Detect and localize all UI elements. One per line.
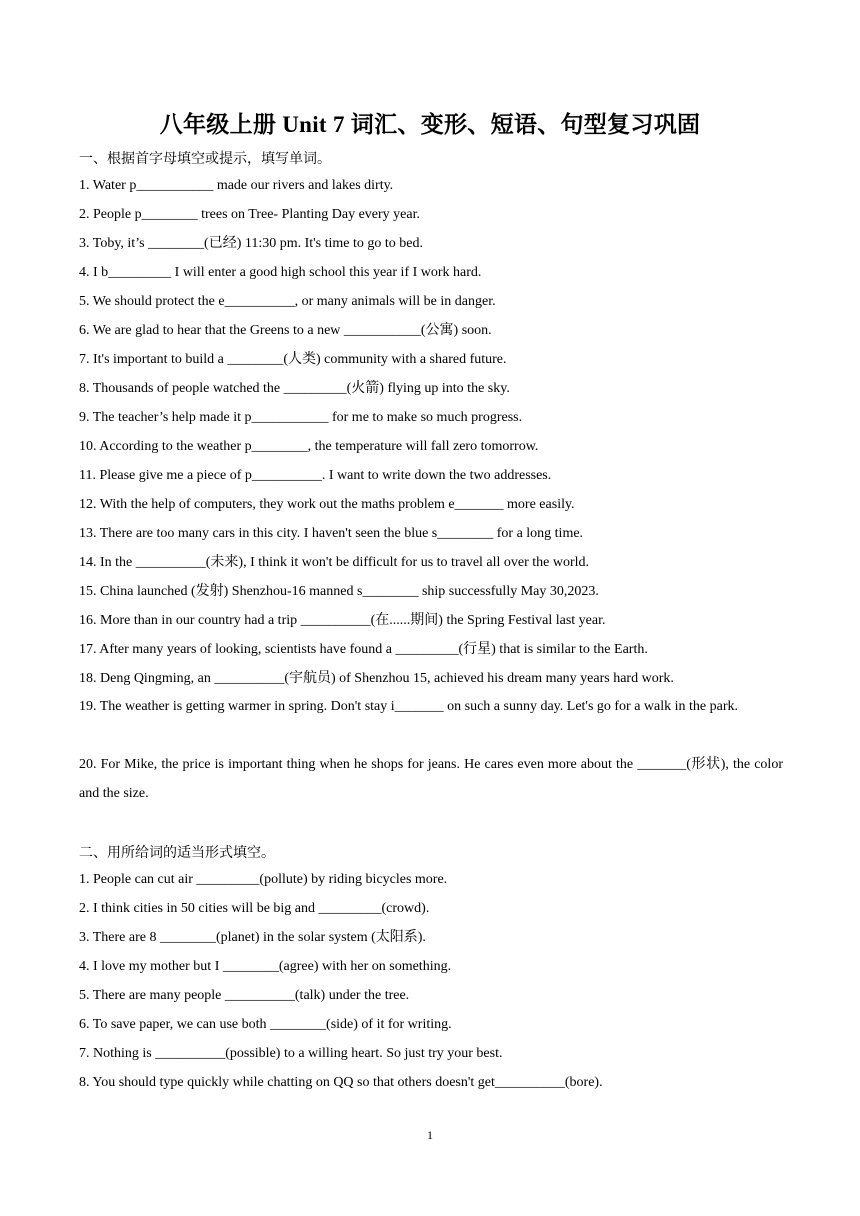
question-1-16: 16. More than in our country had a trip __________(在......期间) the Spring Festival last year. [79, 613, 606, 628]
question-1-9: 9. The teacher’s help made it p___________ for me to make so much progress. [79, 410, 523, 425]
section-2-heading: 二、用所给词的适当形式填空。 [79, 846, 275, 861]
question-2-3: 3. There are 8 ________(planet) in the solar system (太阳系). [79, 930, 426, 945]
question-2-5: 5. There are many people __________(talk) under the tree. [79, 988, 410, 1003]
question-2-8: 8. You should type quickly while chatting on QQ so that others doesn't get__________(bore). [79, 1075, 603, 1090]
question-1-6: 6. We are glad to hear that the Greens to a new ___________(公寓) soon. [79, 323, 492, 338]
question-1-14: 14. In the __________(未来), I think it won't be difficult for us to travel all over the world. [79, 555, 590, 570]
question-1-7: 7. It's important to build a ________(人类) community with a shared future. [79, 352, 507, 367]
question-2-1: 1. People can cut air _________(pollute) by riding bicycles more. [79, 872, 448, 887]
question-1-15: 15. China launched (发射) Shenzhou-16 manned s________ ship successfully May 30,2023. [79, 584, 599, 599]
question-1-13: 13. There are too many cars in this city. I haven't seen the blue s________ for a long time. [79, 526, 584, 541]
question-2-2: 2. I think cities in 50 cities will be big and _________(crowd). [79, 901, 430, 916]
question-1-17: 17. After many years of looking, scientists have found a _________(行星) that is similar to the Earth. [79, 642, 648, 657]
question-1-2: 2. People p________ trees on Tree- Planting Day every year. [79, 207, 420, 222]
question-1-18: 18. Deng Qingming, an __________(宇航员) of Shenzhou 15, achieved his dream many years hard work. [79, 671, 674, 686]
question-1-3: 3. Toby, it’s ________(已经) 11:30 pm. It's time to go to bed. [79, 236, 424, 251]
question-1-12: 12. With the help of computers, they work out the maths problem e_______ more easily. [79, 497, 575, 512]
document-title: 八年级上册 Unit 7 词汇、变形、短语、句型复习巩固 [159, 112, 701, 137]
question-1-20: 20. For Mike, the price is important thing when he shops for jeans. He cares even more about the _______(形状), the color and the size. [79, 757, 783, 801]
question-2-4: 4. I love my mother but I ________(agree) with her on something. [79, 959, 452, 974]
question-2-7: 7. Nothing is __________(possible) to a willing heart. So just try your best. [79, 1046, 503, 1061]
question-1-8: 8. Thousands of people watched the _________(火箭) flying up into the sky. [79, 381, 510, 396]
question-1-19: 19. The weather is getting warmer in spring. Don't stay i_______ on such a sunny day. Let's go for a walk in the park. [79, 699, 739, 714]
question-1-4: 4. I b_________ I will enter a good high school this year if I work hard. [79, 265, 482, 280]
question-1-5: 5. We should protect the e__________, or many animals will be in danger. [79, 294, 496, 309]
question-2-6: 6. To save paper, we can use both ________(side) of it for writing. [79, 1017, 452, 1032]
section-1-heading: 一、根据首字母填空或提示，填写单词。 [79, 152, 331, 167]
question-1-10: 10. According to the weather p________, the temperature will fall zero tomorrow. [79, 439, 539, 454]
question-1-11: 11. Please give me a piece of p__________. I want to write down the two addresses. [79, 468, 552, 483]
question-1-1: 1. Water p___________ made our rivers and lakes dirty. [79, 178, 394, 193]
page-number: 1 [427, 1128, 433, 1142]
